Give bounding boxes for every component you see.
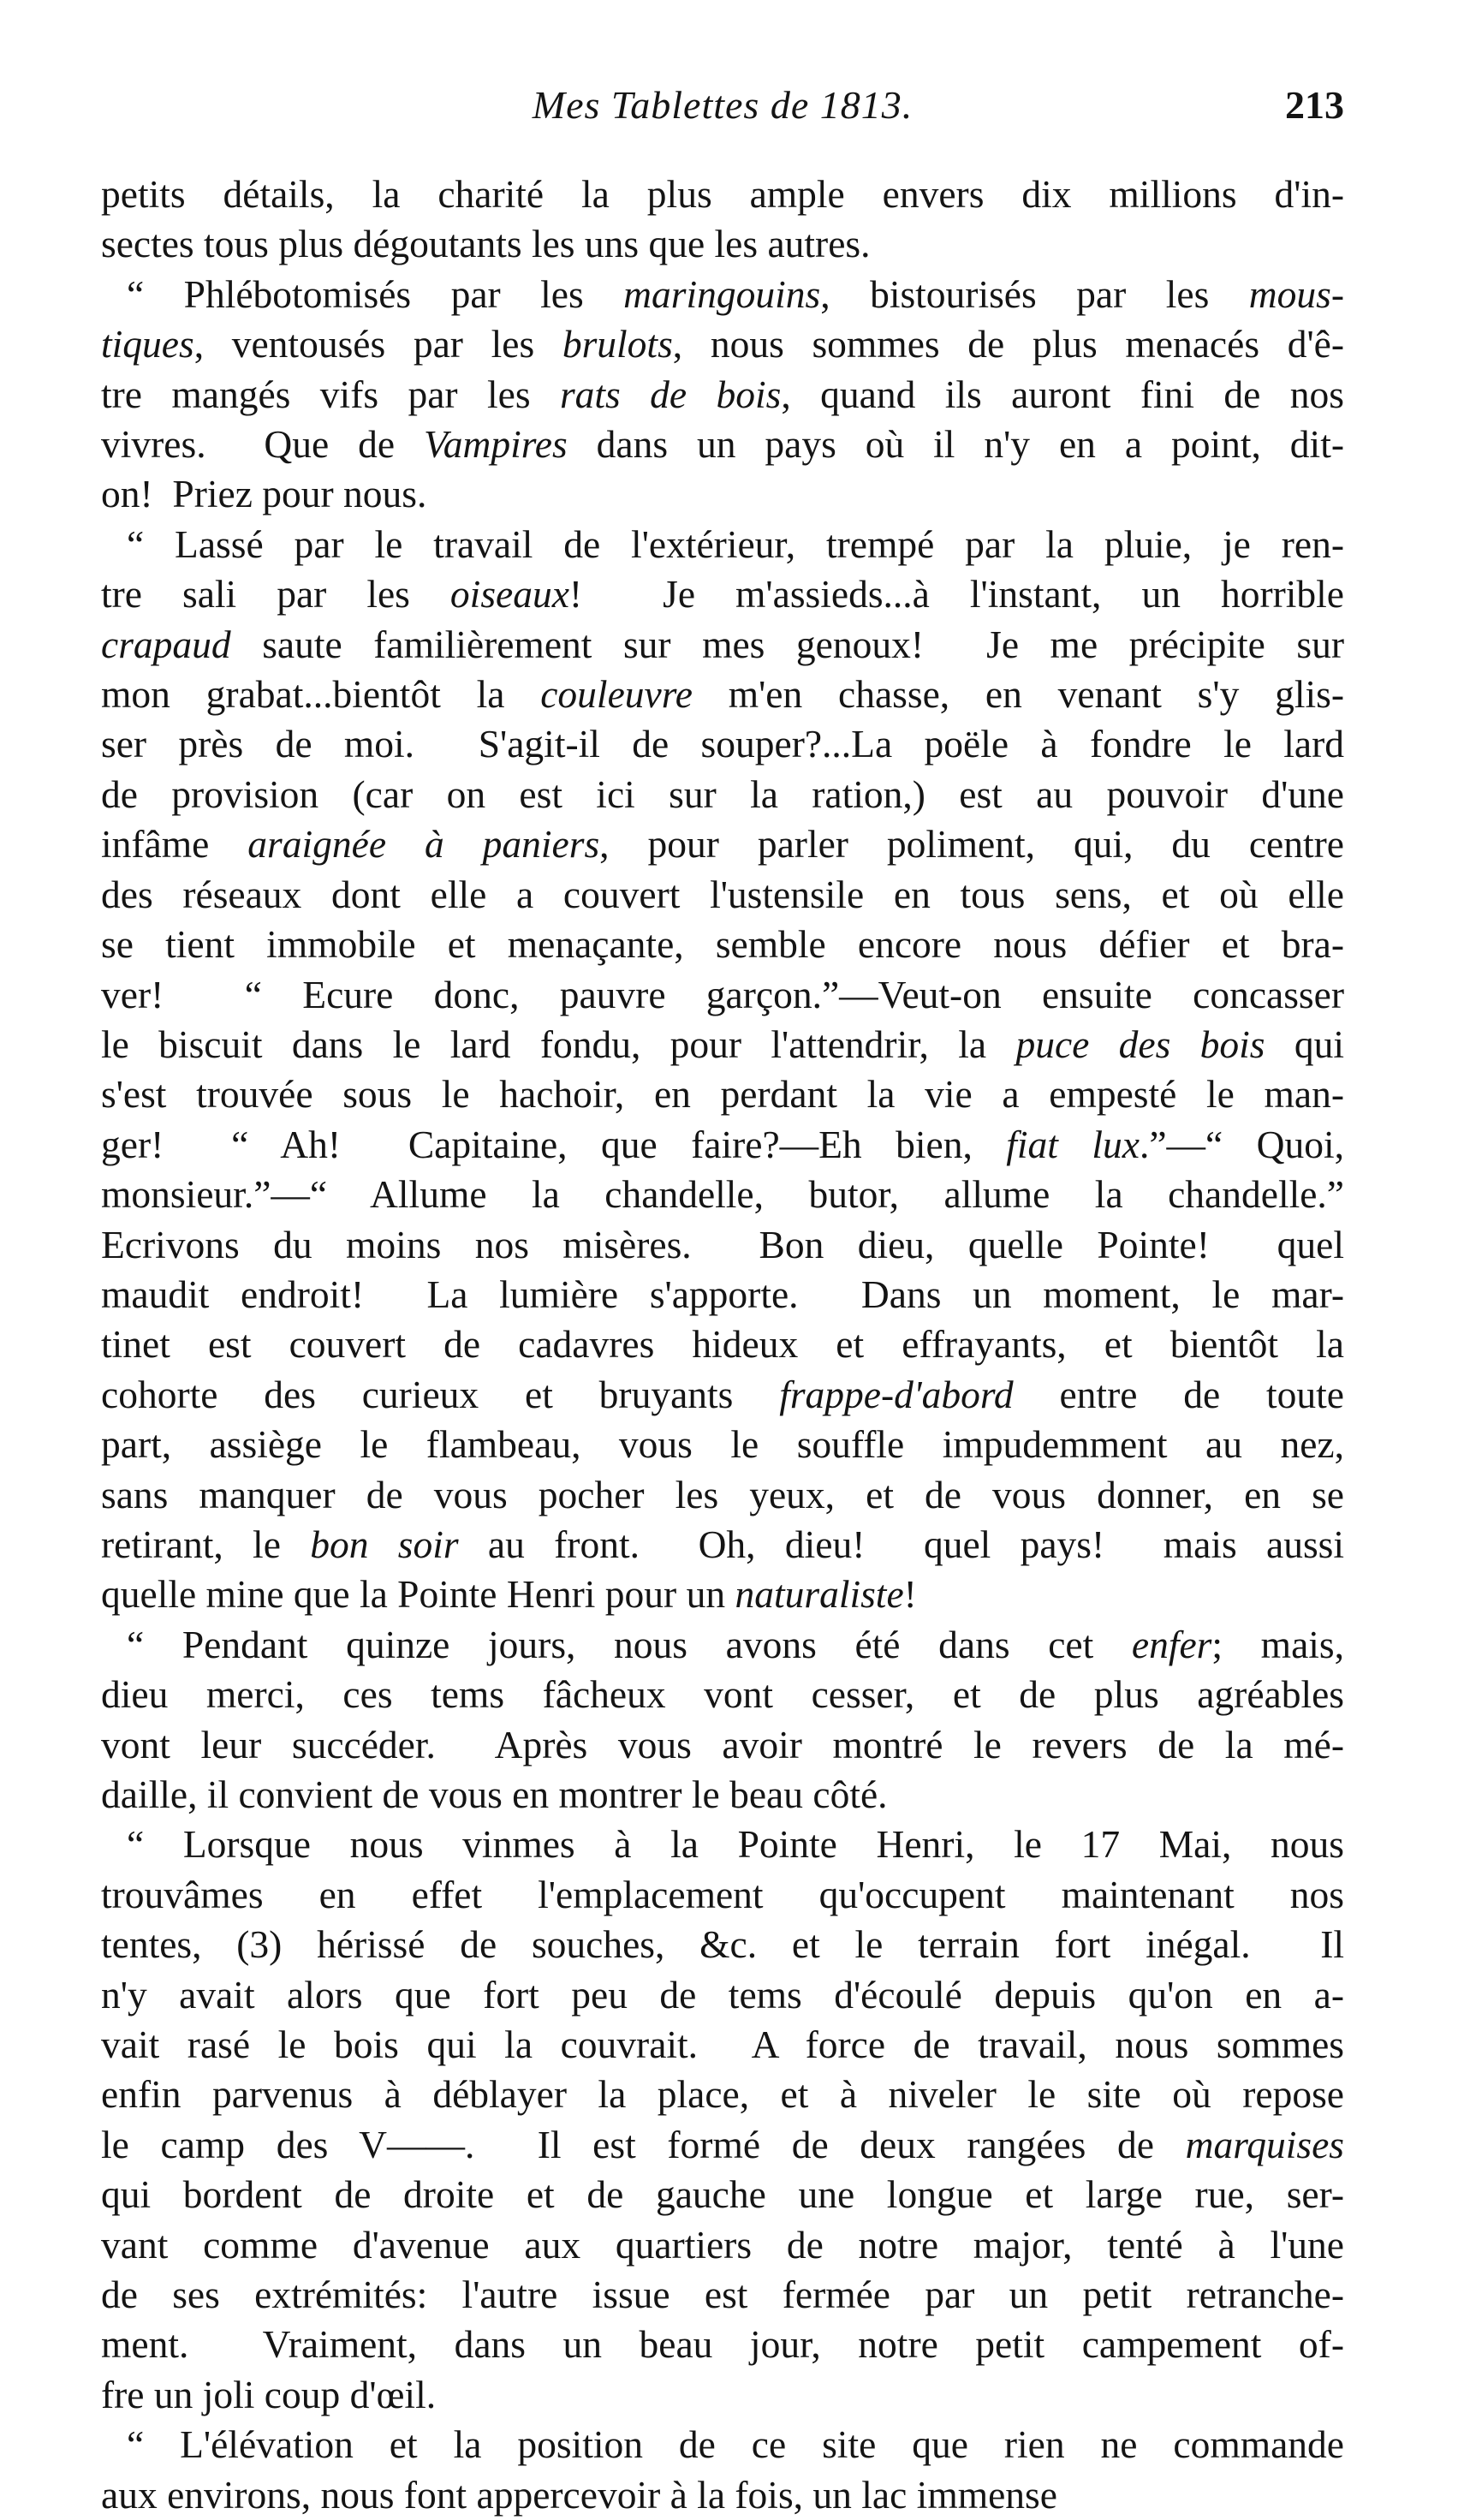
text-segment: daille, il convient de vous en montrer le beau côté. bbox=[101, 1772, 888, 1816]
text-line bbox=[101, 1120, 1344, 1170]
text-line bbox=[101, 1820, 1344, 1869]
italic-text: rats de bois bbox=[559, 372, 782, 416]
paragraph bbox=[101, 270, 1344, 520]
text-segment: “ L'élévation et la position de ce site que rien ne commande bbox=[127, 2422, 1344, 2467]
text-segment: de provision (car on est ici sur la ration,) est au pouvoir d'une bbox=[101, 771, 1344, 816]
text-segment: le biscuit dans le lard fondu, pour l'attendrir, la bbox=[101, 1022, 1016, 1066]
text-segment: , quand ils auront fini de nos bbox=[781, 372, 1344, 416]
body-text bbox=[101, 170, 1344, 2520]
text-line bbox=[101, 520, 1344, 569]
text-segment: ! Je m'assieds...à l'instant, un horrible bbox=[568, 572, 1344, 617]
text-segment: des réseaux dont elle a couvert l'ustensile en tous sens, et où elle bbox=[101, 872, 1344, 916]
italic-text: brulots bbox=[562, 322, 673, 366]
text-line bbox=[101, 270, 1344, 319]
text-segment: cohorte des curieux et bruyants bbox=[101, 1372, 780, 1416]
text-segment: de ses extrémités: l'autre issue est fermée par un petit retranche- bbox=[101, 2273, 1344, 2317]
paragraph bbox=[101, 2420, 1344, 2520]
text-segment: dieu merci, ces tems fâcheux vont cesser, et de plus agréables bbox=[101, 1672, 1344, 1717]
text-segment: Ecrivons du moins nos misères. Bon dieu, quelle Pointe! quel bbox=[101, 1222, 1344, 1266]
text-line bbox=[101, 2470, 1344, 2520]
italic-text: enfer bbox=[1131, 1622, 1212, 1666]
paragraph bbox=[101, 520, 1344, 1620]
text-segment: m'en chasse, en venant s'y glis- bbox=[692, 672, 1345, 717]
text-segment: le camp des V——. Il est formé de deux rangées de bbox=[101, 2122, 1186, 2166]
text-line bbox=[101, 1170, 1344, 1219]
text-segment: aux environs, nous font appercevoir à la fois, un lac immense bbox=[101, 2472, 1057, 2517]
text-segment: vant comme d'avenue aux quartiers de notre major, tenté à l'une bbox=[101, 2222, 1344, 2267]
text-segment: monsieur.”—“ Allume la chandelle, butor, allume la chandelle.” bbox=[101, 1172, 1344, 1217]
text-segment: , pour parler poliment, qui, du centre bbox=[599, 822, 1344, 867]
text-line bbox=[101, 920, 1344, 969]
text-line bbox=[101, 1620, 1344, 1670]
text-segment: ver! “ Ecure donc, pauvre garçon.”—Veut-on ensuite concasser bbox=[101, 972, 1344, 1016]
text-segment: , nous sommes de plus menacés d'ê- bbox=[672, 322, 1344, 366]
text-line bbox=[101, 1370, 1344, 1420]
text-line bbox=[101, 1270, 1344, 1320]
text-line bbox=[101, 1720, 1344, 1770]
text-segment: maudit endroit! La lumière s'apporte. Dans un moment, le mar- bbox=[101, 1272, 1344, 1316]
text-line bbox=[101, 870, 1344, 920]
text-segment: tre mangés vifs par les bbox=[101, 372, 560, 416]
paragraph bbox=[101, 1620, 1344, 1820]
text-segment: vont leur succéder. Après vous avoir montré le revers de la mé- bbox=[101, 1722, 1344, 1766]
text-line bbox=[101, 1670, 1344, 1719]
book-page bbox=[101, 79, 1344, 2520]
paragraph bbox=[101, 1820, 1344, 2420]
text-segment: saute familièrement sur mes genoux! Je me précipite sur bbox=[230, 622, 1344, 666]
text-line bbox=[101, 1570, 1344, 1619]
text-segment: tinet est couvert de cadavres hideux et effrayants, et bientôt la bbox=[101, 1322, 1344, 1367]
text-segment: “ Phlébotomisés par les bbox=[127, 271, 624, 316]
italic-text: frappe-d'abord bbox=[779, 1372, 1014, 1416]
text-segment: “ Pendant quinze jours, nous avons été dans cet bbox=[127, 1622, 1132, 1666]
text-line bbox=[101, 2120, 1344, 2170]
italic-text: bon soir bbox=[310, 1522, 459, 1566]
text-segment: ger! “ Ah! Capitaine, que faire?—Eh bien, bbox=[101, 1122, 1007, 1166]
paragraph bbox=[101, 170, 1344, 270]
text-segment: s'est trouvée sous le hachoir, en perdant la vie a empesté le man- bbox=[101, 1072, 1344, 1117]
text-segment: tre sali par les bbox=[101, 572, 450, 617]
text-segment: fre un joli coup d'œil. bbox=[101, 2372, 437, 2416]
text-segment: tentes, (3) hérissé de souches, &c. et le terrain fort inégal. Il bbox=[101, 1922, 1344, 1967]
text-segment: au front. Oh, dieu! quel pays! mais aussi bbox=[458, 1522, 1345, 1566]
text-line bbox=[101, 1870, 1344, 1920]
text-line bbox=[101, 2320, 1344, 2369]
text-line bbox=[101, 2420, 1344, 2469]
italic-text: tiques bbox=[101, 322, 194, 366]
italic-text: fiat lux bbox=[1006, 1122, 1140, 1166]
text-line bbox=[101, 770, 1344, 819]
italic-text: oiseaux bbox=[449, 572, 569, 617]
text-segment: mon grabat...bientôt la bbox=[101, 672, 541, 717]
text-segment: ! bbox=[903, 1572, 917, 1617]
text-segment: ; mais, bbox=[1211, 1622, 1344, 1666]
text-line bbox=[101, 319, 1344, 369]
text-line bbox=[101, 2070, 1344, 2119]
text-line bbox=[101, 1770, 1344, 1820]
text-segment: quelle mine que la Pointe Henri pour un bbox=[101, 1572, 735, 1617]
text-line bbox=[101, 1320, 1344, 1369]
text-line bbox=[101, 719, 1344, 769]
text-segment: se tient immobile et menaçante, semble encore nous défier et bra- bbox=[101, 922, 1344, 967]
text-line bbox=[101, 569, 1344, 619]
text-line bbox=[101, 970, 1344, 1020]
italic-text: naturaliste bbox=[735, 1572, 904, 1617]
text-segment: petits détails, la charité la plus ample envers dix millions d'in- bbox=[101, 172, 1344, 216]
italic-text: Vampires bbox=[424, 422, 568, 467]
text-segment: sans manquer de vous pocher les yeux, et de vous donner, en se bbox=[101, 1472, 1344, 1516]
text-segment: .”—“ Quoi, bbox=[1139, 1122, 1345, 1166]
text-line bbox=[101, 2170, 1344, 2219]
text-line bbox=[101, 1420, 1344, 1469]
text-segment: , ventousés par les bbox=[193, 322, 562, 366]
text-segment: vait rasé le bois qui la couvrait. A force de travail, nous sommes bbox=[101, 2023, 1344, 2067]
text-line bbox=[101, 370, 1344, 420]
text-line bbox=[101, 1220, 1344, 1270]
text-line bbox=[101, 2270, 1344, 2320]
text-line bbox=[101, 819, 1344, 869]
text-segment: vivres. Que de bbox=[101, 422, 425, 467]
italic-text: mous- bbox=[1248, 271, 1344, 316]
text-segment: enfin parvenus à déblayer la place, et à niveler le site où repose bbox=[101, 2072, 1344, 2117]
text-segment: “ Lassé par le travail de l'extérieur, trempé par la pluie, je ren- bbox=[127, 521, 1344, 566]
text-segment: ser près de moi. S'agit-il de souper?...La poële à fondre le lard bbox=[101, 722, 1344, 766]
text-segment: qui bbox=[1265, 1022, 1344, 1066]
text-segment: “ Lorsque nous vinmes à la Pointe Henri, le 17 Mai, nous bbox=[127, 1822, 1344, 1867]
italic-text: couleuvre bbox=[540, 672, 693, 717]
text-segment: , bistourisés par les bbox=[820, 271, 1249, 316]
text-segment: trouvâmes en effet l'emplacement qu'occupent maintenant nos bbox=[101, 1872, 1344, 1916]
text-line bbox=[101, 420, 1344, 469]
text-segment: sectes tous plus dégoutants les uns que les autres. bbox=[101, 222, 871, 266]
text-line bbox=[101, 2370, 1344, 2420]
text-line bbox=[101, 1020, 1344, 1069]
text-line bbox=[101, 620, 1344, 670]
text-line bbox=[101, 1069, 1344, 1119]
italic-text: marquises bbox=[1185, 2122, 1344, 2166]
text-line bbox=[101, 1520, 1344, 1570]
text-line bbox=[101, 2220, 1344, 2270]
text-segment: entre de toute bbox=[1013, 1372, 1344, 1416]
italic-text: puce des bois bbox=[1015, 1022, 1265, 1066]
text-line bbox=[101, 2020, 1344, 2070]
text-segment: ment. Vraiment, dans un beau jour, notre petit campement of- bbox=[101, 2322, 1344, 2367]
running-title: Mes Tablettes de 1813. bbox=[532, 83, 914, 127]
text-line bbox=[101, 219, 1344, 269]
text-line bbox=[101, 1970, 1344, 2020]
text-line bbox=[101, 1920, 1344, 1969]
text-line bbox=[101, 170, 1344, 219]
italic-text: crapaud bbox=[101, 622, 231, 666]
text-segment: n'y avait alors que fort peu de tems d'écoulé depuis qu'on en a- bbox=[101, 1972, 1344, 2017]
text-line bbox=[101, 670, 1344, 719]
text-segment: qui bordent de droite et de gauche une longue et large rue, ser- bbox=[101, 2172, 1344, 2217]
text-line bbox=[101, 1470, 1344, 1520]
text-line bbox=[101, 469, 1344, 519]
text-segment: infâme bbox=[101, 822, 248, 867]
text-segment: dans un pays où il n'y en a point, dit- bbox=[567, 422, 1344, 467]
page-number: 213 bbox=[1285, 83, 1344, 127]
italic-text: araignée à paniers bbox=[247, 822, 600, 867]
italic-text: maringouins bbox=[623, 271, 821, 316]
text-segment: on! Priez pour nous. bbox=[101, 472, 427, 516]
text-segment: retirant, le bbox=[101, 1522, 311, 1566]
running-header bbox=[101, 79, 1344, 139]
text-segment: part, assiège le flambeau, vous le souffle impudemment au nez, bbox=[101, 1422, 1344, 1467]
